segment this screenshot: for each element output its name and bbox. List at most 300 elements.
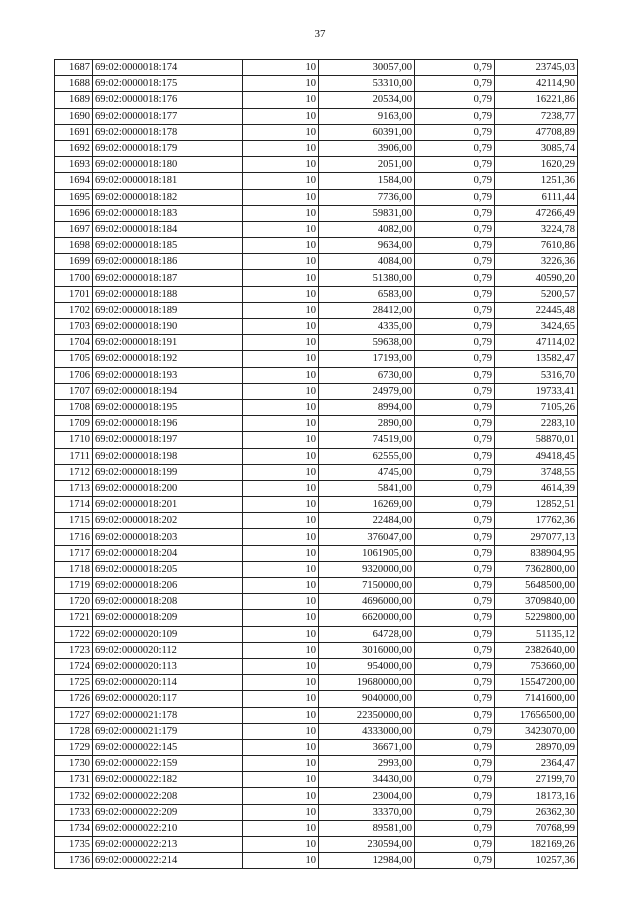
cadastral-number-cell: 69:02:0000018:186 (93, 254, 243, 270)
quantity-cell: 10 (243, 675, 319, 691)
coefficient-cell: 0,79 (415, 626, 495, 642)
cadastral-number-cell: 69:02:0000018:181 (93, 173, 243, 189)
quantity-cell: 10 (243, 626, 319, 642)
quantity-cell: 10 (243, 497, 319, 513)
total-cell: 2283,10 (495, 416, 578, 432)
table-row (55, 610, 578, 626)
coefficient-cell: 0,79 (415, 739, 495, 755)
total-cell: 15547200,00 (495, 675, 578, 691)
row-number-cell: 1698 (55, 238, 93, 254)
row-number-cell: 1704 (55, 335, 93, 351)
coefficient-cell: 0,79 (415, 658, 495, 674)
table-row (55, 788, 578, 804)
coefficient-cell: 0,79 (415, 691, 495, 707)
table-row (55, 173, 578, 189)
cadastral-number-cell: 69:02:0000018:180 (93, 157, 243, 173)
row-number-cell: 1691 (55, 124, 93, 140)
quantity-cell: 10 (243, 221, 319, 237)
total-cell: 5648500,00 (495, 578, 578, 594)
table-row (55, 76, 578, 92)
table-row (55, 707, 578, 723)
row-number-cell: 1717 (55, 545, 93, 561)
coefficient-cell: 0,79 (415, 529, 495, 545)
table-row (55, 319, 578, 335)
value-cell: 36671,00 (319, 739, 415, 755)
cadastral-number-cell: 69:02:0000018:199 (93, 464, 243, 480)
total-cell: 17656500,00 (495, 707, 578, 723)
value-cell: 30057,00 (319, 60, 415, 76)
table-row (55, 739, 578, 755)
coefficient-cell: 0,79 (415, 480, 495, 496)
coefficient-cell: 0,79 (415, 756, 495, 772)
quantity-cell: 10 (243, 820, 319, 836)
total-cell: 3224,78 (495, 221, 578, 237)
coefficient-cell: 0,79 (415, 286, 495, 302)
coefficient-cell: 0,79 (415, 416, 495, 432)
cadastral-number-cell: 69:02:0000018:182 (93, 189, 243, 205)
cadastral-number-cell: 69:02:0000018:179 (93, 140, 243, 156)
row-number-cell: 1705 (55, 351, 93, 367)
coefficient-cell: 0,79 (415, 707, 495, 723)
table-row (55, 432, 578, 448)
total-cell: 22445,48 (495, 302, 578, 318)
table-row (55, 205, 578, 221)
coefficient-cell: 0,79 (415, 76, 495, 92)
row-number-cell: 1714 (55, 497, 93, 513)
row-number-cell: 1690 (55, 108, 93, 124)
table-row (55, 416, 578, 432)
quantity-cell: 10 (243, 60, 319, 76)
table-row (55, 238, 578, 254)
cadastral-number-cell: 69:02:0000018:197 (93, 432, 243, 448)
cadastral-number-cell: 69:02:0000018:201 (93, 497, 243, 513)
value-cell: 20534,00 (319, 92, 415, 108)
total-cell: 49418,45 (495, 448, 578, 464)
total-cell: 4614,39 (495, 480, 578, 496)
value-cell: 23004,00 (319, 788, 415, 804)
table-row (55, 578, 578, 594)
cadastral-number-cell: 69:02:0000018:209 (93, 610, 243, 626)
row-number-cell: 1720 (55, 594, 93, 610)
value-cell: 2890,00 (319, 416, 415, 432)
coefficient-cell: 0,79 (415, 772, 495, 788)
value-cell: 1584,00 (319, 173, 415, 189)
value-cell: 4745,00 (319, 464, 415, 480)
row-number-cell: 1729 (55, 739, 93, 755)
cadastral-number-cell: 69:02:0000018:193 (93, 367, 243, 383)
cadastral-number-cell: 69:02:0000021:179 (93, 723, 243, 739)
coefficient-cell: 0,79 (415, 302, 495, 318)
total-cell: 3424,65 (495, 319, 578, 335)
cadastral-number-cell: 69:02:0000018:205 (93, 561, 243, 577)
total-cell: 13582,47 (495, 351, 578, 367)
value-cell: 4335,00 (319, 319, 415, 335)
total-cell: 23745,03 (495, 60, 578, 76)
quantity-cell: 10 (243, 594, 319, 610)
value-cell: 22484,00 (319, 513, 415, 529)
row-number-cell: 1724 (55, 658, 93, 674)
quantity-cell: 10 (243, 351, 319, 367)
total-cell: 5229800,00 (495, 610, 578, 626)
coefficient-cell: 0,79 (415, 60, 495, 76)
row-number-cell: 1734 (55, 820, 93, 836)
table-row (55, 254, 578, 270)
cadastral-number-cell: 69:02:0000018:206 (93, 578, 243, 594)
quantity-cell: 10 (243, 302, 319, 318)
value-cell: 33370,00 (319, 804, 415, 820)
value-cell: 6730,00 (319, 367, 415, 383)
row-number-cell: 1735 (55, 837, 93, 853)
total-cell: 7238,77 (495, 108, 578, 124)
table-row (55, 221, 578, 237)
row-number-cell: 1708 (55, 399, 93, 415)
total-cell: 3085,74 (495, 140, 578, 156)
quantity-cell: 10 (243, 578, 319, 594)
table-row (55, 529, 578, 545)
coefficient-cell: 0,79 (415, 335, 495, 351)
row-number-cell: 1725 (55, 675, 93, 691)
coefficient-cell: 0,79 (415, 205, 495, 221)
coefficient-cell: 0,79 (415, 545, 495, 561)
table-row (55, 561, 578, 577)
total-cell: 47114,02 (495, 335, 578, 351)
coefficient-cell: 0,79 (415, 642, 495, 658)
coefficient-cell: 0,79 (415, 804, 495, 820)
row-number-cell: 1719 (55, 578, 93, 594)
coefficient-cell: 0,79 (415, 351, 495, 367)
quantity-cell: 10 (243, 788, 319, 804)
row-number-cell: 1693 (55, 157, 93, 173)
value-cell: 8994,00 (319, 399, 415, 415)
coefficient-cell: 0,79 (415, 448, 495, 464)
quantity-cell: 10 (243, 416, 319, 432)
table-row (55, 626, 578, 642)
quantity-cell: 10 (243, 772, 319, 788)
quantity-cell: 10 (243, 545, 319, 561)
value-cell: 64728,00 (319, 626, 415, 642)
table-row (55, 108, 578, 124)
coefficient-cell: 0,79 (415, 723, 495, 739)
value-cell: 3906,00 (319, 140, 415, 156)
coefficient-cell: 0,79 (415, 319, 495, 335)
total-cell: 3423070,00 (495, 723, 578, 739)
coefficient-cell: 0,79 (415, 594, 495, 610)
quantity-cell: 10 (243, 561, 319, 577)
coefficient-cell: 0,79 (415, 497, 495, 513)
value-cell: 3016000,00 (319, 642, 415, 658)
coefficient-cell: 0,79 (415, 189, 495, 205)
cadastral-number-cell: 69:02:0000018:190 (93, 319, 243, 335)
quantity-cell: 10 (243, 691, 319, 707)
value-cell: 230594,00 (319, 837, 415, 853)
coefficient-cell: 0,79 (415, 837, 495, 853)
total-cell: 58870,01 (495, 432, 578, 448)
total-cell: 753660,00 (495, 658, 578, 674)
total-cell: 3748,55 (495, 464, 578, 480)
table-row (55, 756, 578, 772)
table-row (55, 513, 578, 529)
table-row (55, 286, 578, 302)
total-cell: 2364,47 (495, 756, 578, 772)
row-number-cell: 1707 (55, 383, 93, 399)
cadastral-number-cell: 69:02:0000018:175 (93, 76, 243, 92)
coefficient-cell: 0,79 (415, 383, 495, 399)
value-cell: 59831,00 (319, 205, 415, 221)
value-cell: 60391,00 (319, 124, 415, 140)
quantity-cell: 10 (243, 707, 319, 723)
quantity-cell: 10 (243, 658, 319, 674)
table-body (55, 60, 578, 869)
cadastral-number-cell: 69:02:0000018:196 (93, 416, 243, 432)
row-number-cell: 1689 (55, 92, 93, 108)
coefficient-cell: 0,79 (415, 157, 495, 173)
total-cell: 7105,26 (495, 399, 578, 415)
total-cell: 18173,16 (495, 788, 578, 804)
quantity-cell: 10 (243, 610, 319, 626)
total-cell: 10257,36 (495, 853, 578, 869)
total-cell: 47266,49 (495, 205, 578, 221)
value-cell: 4333000,00 (319, 723, 415, 739)
cadastral-number-cell: 69:02:0000018:200 (93, 480, 243, 496)
coefficient-cell: 0,79 (415, 221, 495, 237)
row-number-cell: 1721 (55, 610, 93, 626)
table-row (55, 189, 578, 205)
cadastral-number-cell: 69:02:0000018:187 (93, 270, 243, 286)
total-cell: 5200,57 (495, 286, 578, 302)
cadastral-number-cell: 69:02:0000018:174 (93, 60, 243, 76)
row-number-cell: 1697 (55, 221, 93, 237)
total-cell: 3709840,00 (495, 594, 578, 610)
cadastral-number-cell: 69:02:0000018:178 (93, 124, 243, 140)
table-row (55, 351, 578, 367)
coefficient-cell: 0,79 (415, 820, 495, 836)
row-number-cell: 1696 (55, 205, 93, 221)
cadastral-number-cell: 69:02:0000018:185 (93, 238, 243, 254)
table-row (55, 820, 578, 836)
value-cell: 53310,00 (319, 76, 415, 92)
quantity-cell: 10 (243, 853, 319, 869)
table-row (55, 448, 578, 464)
quantity-cell: 10 (243, 92, 319, 108)
table-row (55, 545, 578, 561)
row-number-cell: 1718 (55, 561, 93, 577)
value-cell: 28412,00 (319, 302, 415, 318)
table-row (55, 642, 578, 658)
coefficient-cell: 0,79 (415, 432, 495, 448)
row-number-cell: 1731 (55, 772, 93, 788)
total-cell: 7610,86 (495, 238, 578, 254)
value-cell: 17193,00 (319, 351, 415, 367)
cadastral-number-cell: 69:02:0000022:145 (93, 739, 243, 755)
total-cell: 26362,30 (495, 804, 578, 820)
value-cell: 6620000,00 (319, 610, 415, 626)
total-cell: 17762,36 (495, 513, 578, 529)
row-number-cell: 1700 (55, 270, 93, 286)
row-number-cell: 1711 (55, 448, 93, 464)
coefficient-cell: 0,79 (415, 238, 495, 254)
quantity-cell: 10 (243, 76, 319, 92)
table-row (55, 92, 578, 108)
table-row (55, 140, 578, 156)
quantity-cell: 10 (243, 238, 319, 254)
coefficient-cell: 0,79 (415, 270, 495, 286)
coefficient-cell: 0,79 (415, 399, 495, 415)
coefficient-cell: 0,79 (415, 464, 495, 480)
total-cell: 3226,36 (495, 254, 578, 270)
quantity-cell: 10 (243, 723, 319, 739)
coefficient-cell: 0,79 (415, 124, 495, 140)
cadastral-number-cell: 69:02:0000018:177 (93, 108, 243, 124)
value-cell: 59638,00 (319, 335, 415, 351)
table-row (55, 367, 578, 383)
cadastral-number-cell: 69:02:0000022:182 (93, 772, 243, 788)
value-cell: 2051,00 (319, 157, 415, 173)
value-cell: 62555,00 (319, 448, 415, 464)
coefficient-cell: 0,79 (415, 610, 495, 626)
total-cell: 51135,12 (495, 626, 578, 642)
row-number-cell: 1692 (55, 140, 93, 156)
quantity-cell: 10 (243, 367, 319, 383)
total-cell: 47708,89 (495, 124, 578, 140)
cadastral-number-cell: 69:02:0000022:210 (93, 820, 243, 836)
value-cell: 16269,00 (319, 497, 415, 513)
total-cell: 40590,20 (495, 270, 578, 286)
row-number-cell: 1694 (55, 173, 93, 189)
cadastral-table (54, 59, 578, 869)
quantity-cell: 10 (243, 157, 319, 173)
quantity-cell: 10 (243, 464, 319, 480)
row-number-cell: 1716 (55, 529, 93, 545)
value-cell: 34430,00 (319, 772, 415, 788)
cadastral-number-cell: 69:02:0000018:189 (93, 302, 243, 318)
cadastral-number-cell: 69:02:0000020:109 (93, 626, 243, 642)
quantity-cell: 10 (243, 254, 319, 270)
cadastral-number-cell: 69:02:0000020:112 (93, 642, 243, 658)
total-cell: 2382640,00 (495, 642, 578, 658)
table-row (55, 772, 578, 788)
row-number-cell: 1715 (55, 513, 93, 529)
value-cell: 7736,00 (319, 189, 415, 205)
quantity-cell: 10 (243, 124, 319, 140)
quantity-cell: 10 (243, 432, 319, 448)
quantity-cell: 10 (243, 739, 319, 755)
table-row (55, 383, 578, 399)
table-row (55, 464, 578, 480)
cadastral-number-cell: 69:02:0000022:213 (93, 837, 243, 853)
total-cell: 838904,95 (495, 545, 578, 561)
total-cell: 1251,36 (495, 173, 578, 189)
value-cell: 9163,00 (319, 108, 415, 124)
cadastral-number-cell: 69:02:0000022:208 (93, 788, 243, 804)
cadastral-number-cell: 69:02:0000018:184 (93, 221, 243, 237)
total-cell: 7362800,00 (495, 561, 578, 577)
value-cell: 7150000,00 (319, 578, 415, 594)
table-row (55, 335, 578, 351)
quantity-cell: 10 (243, 189, 319, 205)
coefficient-cell: 0,79 (415, 675, 495, 691)
row-number-cell: 1687 (55, 60, 93, 76)
total-cell: 70768,99 (495, 820, 578, 836)
value-cell: 12984,00 (319, 853, 415, 869)
table-row (55, 157, 578, 173)
value-cell: 4696000,00 (319, 594, 415, 610)
cadastral-number-cell: 69:02:0000018:208 (93, 594, 243, 610)
cadastral-number-cell: 69:02:0000018:203 (93, 529, 243, 545)
row-number-cell: 1703 (55, 319, 93, 335)
value-cell: 9320000,00 (319, 561, 415, 577)
table-row (55, 804, 578, 820)
value-cell: 9634,00 (319, 238, 415, 254)
table-row (55, 60, 578, 76)
cadastral-number-cell: 69:02:0000022:214 (93, 853, 243, 869)
table-row (55, 497, 578, 513)
value-cell: 4084,00 (319, 254, 415, 270)
coefficient-cell: 0,79 (415, 108, 495, 124)
value-cell: 89581,00 (319, 820, 415, 836)
quantity-cell: 10 (243, 529, 319, 545)
coefficient-cell: 0,79 (415, 367, 495, 383)
total-cell: 12852,51 (495, 497, 578, 513)
value-cell: 5841,00 (319, 480, 415, 496)
table-row (55, 658, 578, 674)
cadastral-number-cell: 69:02:0000018:176 (93, 92, 243, 108)
quantity-cell: 10 (243, 140, 319, 156)
cadastral-number-cell: 69:02:0000018:198 (93, 448, 243, 464)
coefficient-cell: 0,79 (415, 92, 495, 108)
value-cell: 4082,00 (319, 221, 415, 237)
cadastral-number-cell: 69:02:0000018:183 (93, 205, 243, 221)
coefficient-cell: 0,79 (415, 561, 495, 577)
quantity-cell: 10 (243, 383, 319, 399)
value-cell: 22350000,00 (319, 707, 415, 723)
quantity-cell: 10 (243, 173, 319, 189)
total-cell: 27199,70 (495, 772, 578, 788)
row-number-cell: 1713 (55, 480, 93, 496)
quantity-cell: 10 (243, 205, 319, 221)
cadastral-number-cell: 69:02:0000022:209 (93, 804, 243, 820)
value-cell: 954000,00 (319, 658, 415, 674)
row-number-cell: 1699 (55, 254, 93, 270)
total-cell: 5316,70 (495, 367, 578, 383)
row-number-cell: 1706 (55, 367, 93, 383)
row-number-cell: 1695 (55, 189, 93, 205)
quantity-cell: 10 (243, 335, 319, 351)
table-row (55, 480, 578, 496)
quantity-cell: 10 (243, 399, 319, 415)
table-row (55, 723, 578, 739)
value-cell: 2993,00 (319, 756, 415, 772)
row-number-cell: 1732 (55, 788, 93, 804)
page-number: 37 (314, 28, 326, 40)
quantity-cell: 10 (243, 270, 319, 286)
cadastral-number-cell: 69:02:0000020:113 (93, 658, 243, 674)
quantity-cell: 10 (243, 804, 319, 820)
table-row (55, 270, 578, 286)
value-cell: 19680000,00 (319, 675, 415, 691)
cadastral-number-cell: 69:02:0000018:202 (93, 513, 243, 529)
quantity-cell: 10 (243, 480, 319, 496)
row-number-cell: 1730 (55, 756, 93, 772)
row-number-cell: 1702 (55, 302, 93, 318)
row-number-cell: 1727 (55, 707, 93, 723)
row-number-cell: 1726 (55, 691, 93, 707)
quantity-cell: 10 (243, 837, 319, 853)
cadastral-number-cell: 69:02:0000018:195 (93, 399, 243, 415)
quantity-cell: 10 (243, 642, 319, 658)
coefficient-cell: 0,79 (415, 513, 495, 529)
coefficient-cell: 0,79 (415, 173, 495, 189)
quantity-cell: 10 (243, 756, 319, 772)
